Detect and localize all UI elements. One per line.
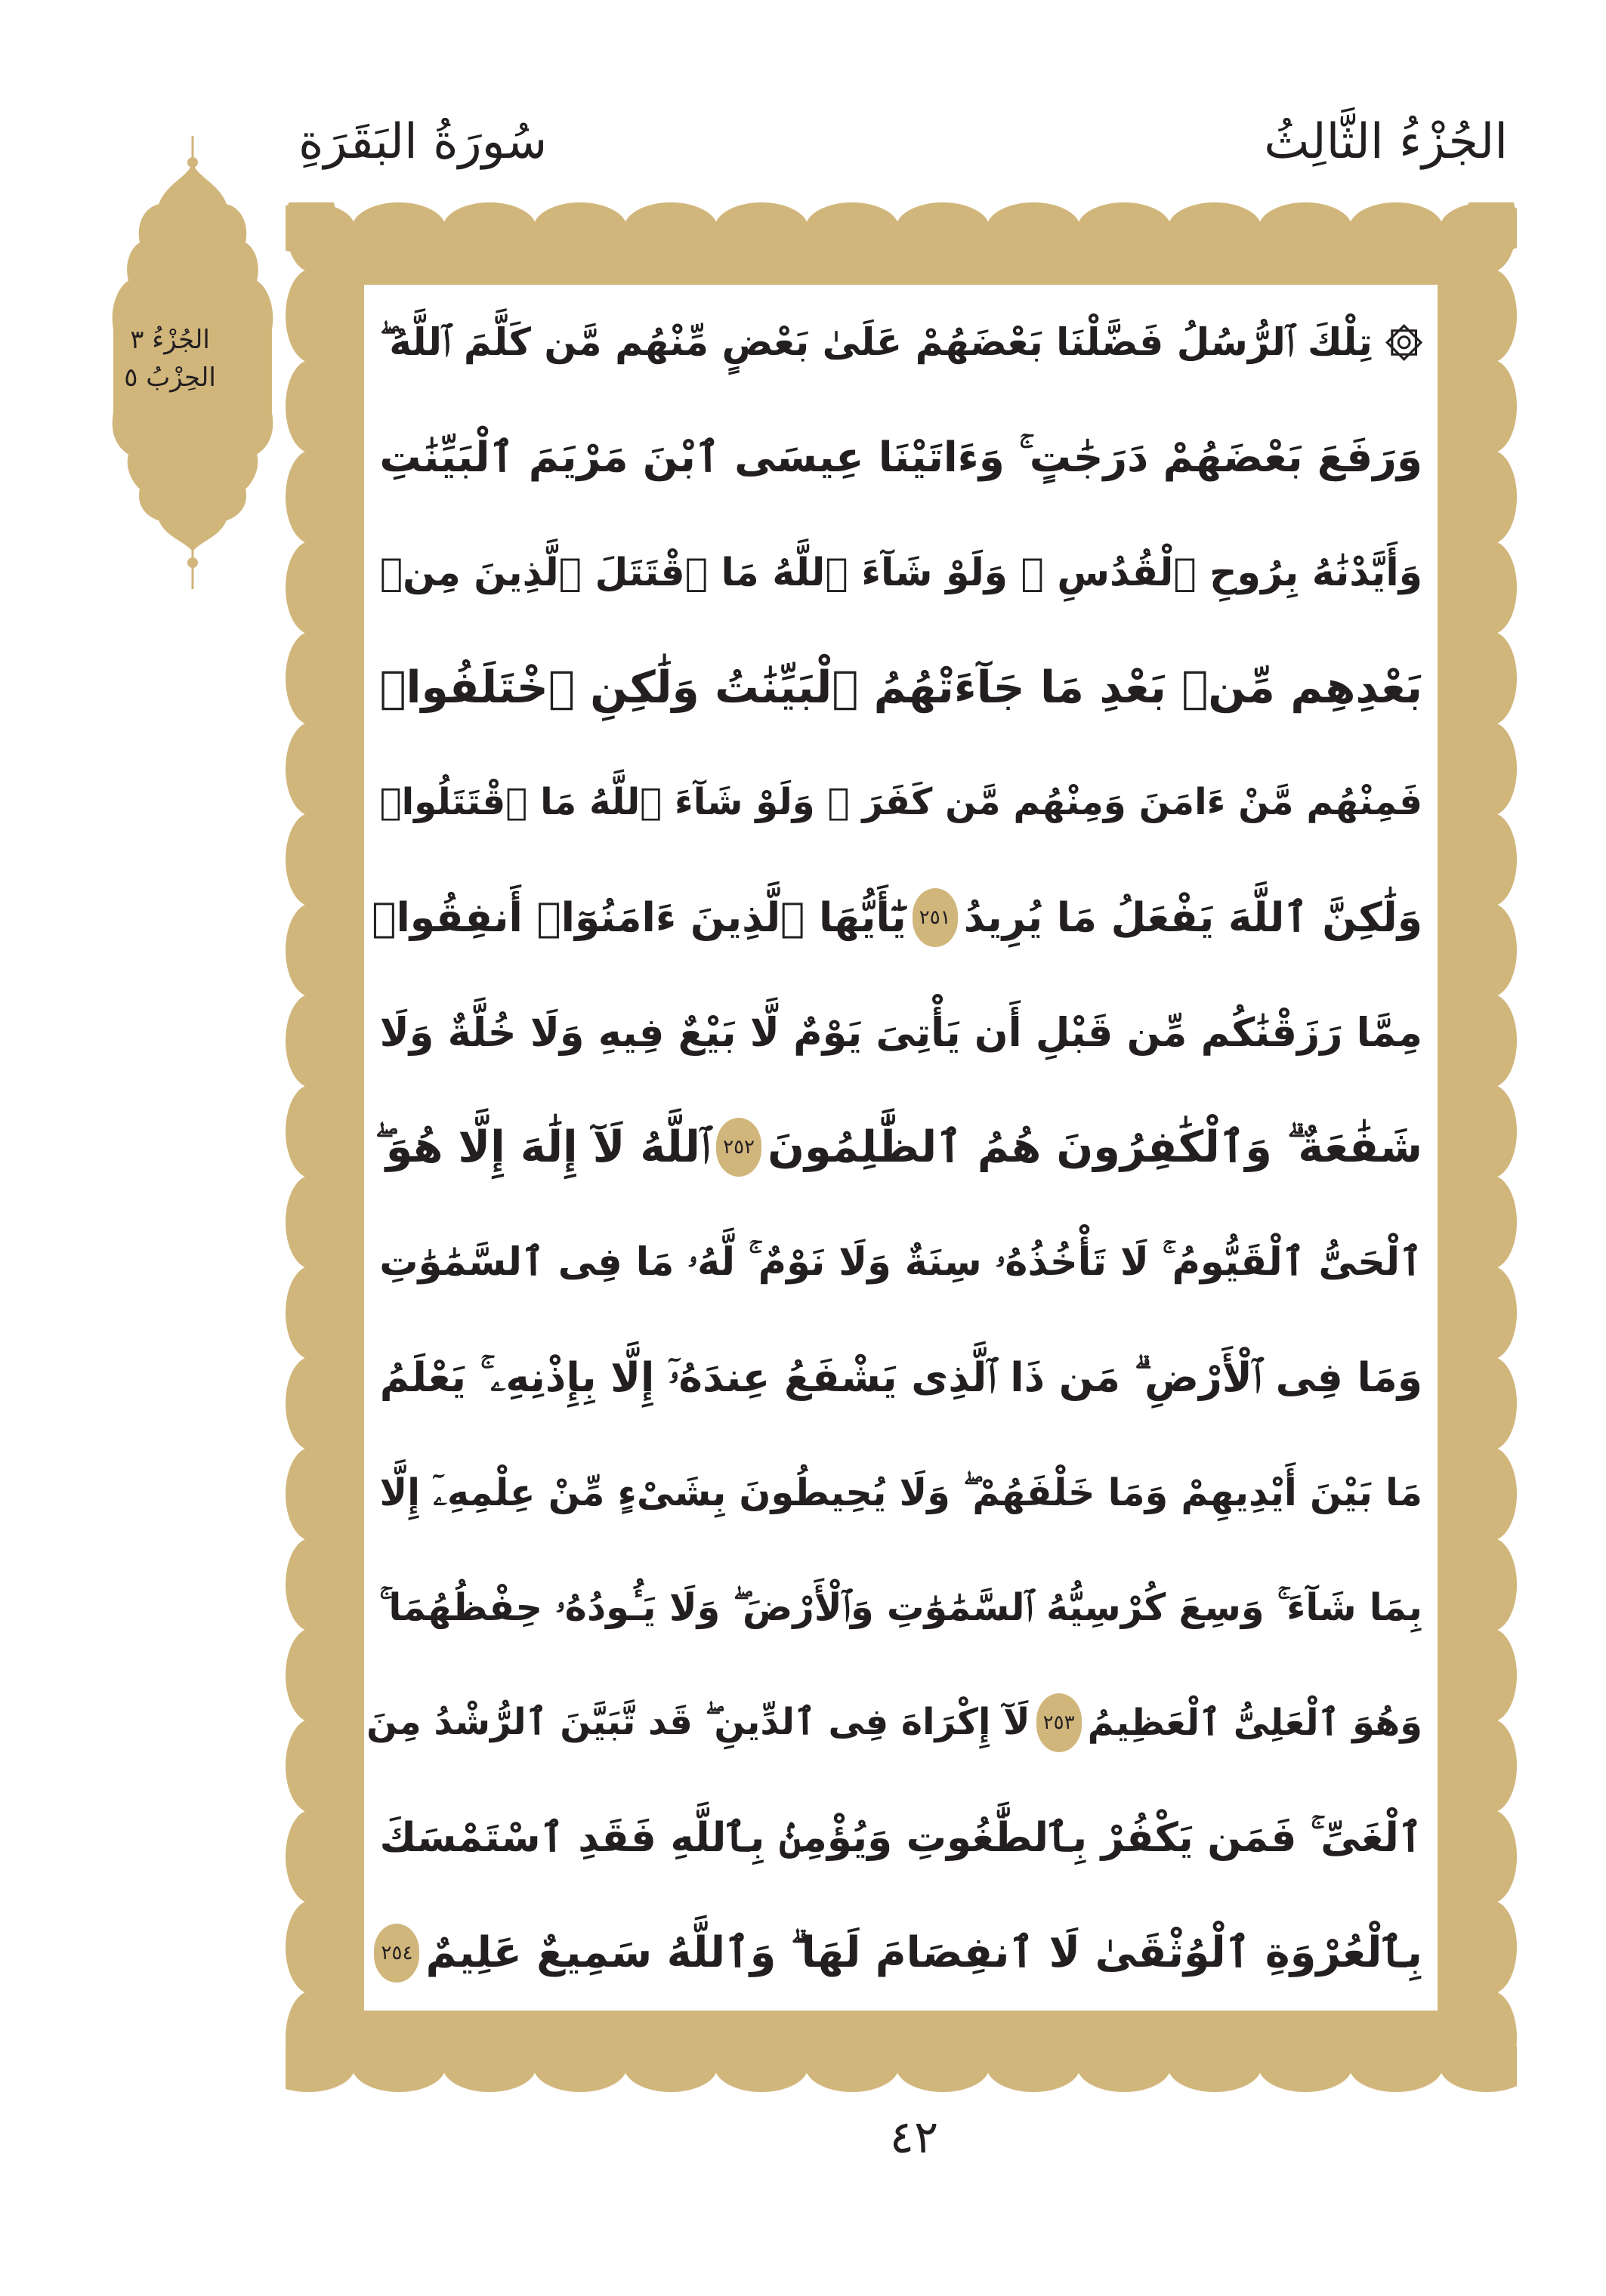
frame-scallop (896, 2041, 990, 2092)
verse-text: يَٰٓأَيُّهَا ٱلَّذِينَ ءَامَنُوٓا۟ أَنفِقُوا۟ (372, 893, 906, 942)
verse-text: ۞ تِلْكَ ٱلرُّسُلُ فَضَّلْنَا بَعْضَهُمْ عَلَىٰ بَعْضٍ مِّنْهُم مَّن كَلَّمَ ٱللَّهُ ۖ (379, 319, 1422, 364)
frame-scallop (352, 202, 446, 254)
verse-line (379, 1896, 1422, 2011)
frame-scallop (443, 202, 536, 254)
frame-scallop (1465, 1991, 1517, 2085)
frame-scallop (624, 202, 718, 254)
frame-scallop (286, 1900, 337, 1994)
ayah-number-marker: ٢٥٤ (374, 1924, 419, 1983)
verse-text: بِمَا شَآءَ ۚ وَسِعَ كُرْسِيُّهُ ٱلسَّمَٰوَٰتِ وَٱلْأَرْضَ ۖ وَلَا يَـُٔودُهُۥ حِفْظُهُمَا ۚ (379, 1585, 1422, 1630)
frame-scallop (1465, 1085, 1517, 1178)
frame-scallop (1465, 360, 1517, 453)
frame-scallop (286, 1175, 337, 1269)
verse-text: مَا بَيْنَ أَيْدِيهِمْ وَمَا خَلْفَهُمْ ۖ وَلَا يُحِيطُونَ بِشَىْءٍ مِّنْ عِلْمِهِۦٓ إِلَّا (379, 1470, 1422, 1514)
frame-scallop (624, 2041, 718, 2092)
verse-text: بِٱلْعُرْوَةِ ٱلْوُثْقَىٰ لَا ٱنفِصَامَ لَهَا ۗ وَٱللَّهُ سَمِيعٌ عَلِيمٌ (425, 1927, 1422, 1977)
frame-scallop (1465, 450, 1517, 544)
medallion-knob-top (187, 157, 198, 168)
frame-scallop (1465, 994, 1517, 1088)
verse-line (379, 515, 1422, 630)
verse-text: وَلَٰكِنَّ ٱللَّهَ يَفْعَلُ مَا يُرِيدُ (963, 893, 1422, 942)
frame-scallop (1259, 2041, 1352, 2092)
frame-scallop (1077, 2041, 1171, 2092)
verse-text: وَأَيَّدْنَٰهُ بِرُوحِ ٱلْقُدُسِ ۗ وَلَوْ شَآءَ ٱللَّهُ مَا ٱقْتَتَلَ ٱلَّذِينَ مِنۢ (379, 550, 1422, 595)
verse-text: شَفَٰعَةٌ ۗ وَٱلْكَٰفِرُونَ هُمُ ٱلظَّٰلِمُونَ (767, 1122, 1422, 1173)
frame-scallop (286, 813, 337, 906)
frame-scallop (286, 1356, 337, 1450)
frame-scallop (286, 1719, 337, 1813)
frame-scallop (1465, 1447, 1517, 1541)
frame-scallop (286, 1447, 337, 1541)
ayah-number-marker: ٢٥٢ (716, 1118, 761, 1177)
frame-scallop (805, 202, 899, 254)
verse-text: وَمَا فِى ٱلْأَرْضِ ۗ مَن ذَا ٱلَّذِى يَشْفَعُ عِندَهُۥٓ إِلَّا بِإِذْنِهِۦ ۚ يَعْلَمُ (379, 1353, 1422, 1401)
verse-text: فَمِنْهُم مَّنْ ءَامَنَ وَمِنْهُم مَّن كَفَرَ ۚ وَلَوْ شَآءَ ٱللَّهُ مَا ٱقْتَتَلُوا۟ (379, 781, 1422, 824)
frame-scallop (286, 1628, 337, 1722)
verse-line (379, 285, 1422, 400)
verse-line (379, 1320, 1422, 1435)
frame-scallop (1168, 2041, 1262, 2092)
verse-line (379, 1780, 1422, 1895)
frame-scallop (1465, 1719, 1517, 1813)
frame-scallop (1349, 202, 1443, 254)
frame-scallop (1465, 269, 1517, 363)
verse-line (366, 1665, 1422, 1780)
page-number: ٤٢ (889, 2111, 939, 2164)
frame-scallop (1465, 1266, 1517, 1359)
verse-text: لَآ إِكْرَاهَ فِى ٱلدِّينِ ۖ قَد تَّبَيَّنَ ٱلرُّشْدُ مِنَ (366, 1702, 1030, 1743)
verse-line (379, 1435, 1422, 1550)
frame-scallop (1465, 1175, 1517, 1269)
frame-scallop (286, 1538, 337, 1631)
frame-scallop (987, 2041, 1080, 2092)
surah-title: سُورَةُ البَقَرَةِ (298, 114, 548, 170)
medallion-knob-bottom (187, 557, 198, 568)
verse-text: ٱلْغَىِّ ۚ فَمَن يَكْفُرْ بِٱلطَّٰغُوتِ وَيُؤْمِنۢ بِٱللَّهِ فَقَدِ ٱسْتَمْسَكَ (379, 1813, 1422, 1861)
frame-scallop (1465, 1356, 1517, 1450)
frame-scallop (286, 903, 337, 997)
frame-scallop (715, 2041, 808, 2092)
verse-line (372, 860, 1422, 975)
frame-scallop (1259, 202, 1352, 254)
verse-text: ٱللَّهُ لَآ إِلَٰهَ إِلَّا هُوَ ۖ (375, 1122, 711, 1173)
frame-scallop (1465, 813, 1517, 906)
medallion-hizb-label: الحِزْبُ ٥ (124, 363, 216, 393)
frame-scallop (1465, 1810, 1517, 1903)
verse-text: وَهُوَ ٱلْعَلِىُّ ٱلْعَظِيمُ (1087, 1702, 1422, 1744)
frame-scallop (715, 202, 808, 254)
frame-scallop (1465, 1900, 1517, 1994)
frame-scallop (286, 1810, 337, 1903)
verse-line (379, 745, 1422, 859)
frame-scallop (286, 1266, 337, 1359)
frame-scallop (1465, 541, 1517, 634)
frame-scallop (1465, 903, 1517, 997)
frame-scallop (352, 2041, 446, 2092)
juz-title: الجُزْءُ الثَّالِثُ (1264, 114, 1508, 170)
frame-scallop (987, 202, 1080, 254)
frame-scallop (286, 631, 337, 725)
frame-scallop (1349, 2041, 1443, 2092)
frame-scallop (286, 722, 337, 816)
frame-scallop (286, 360, 337, 453)
verse-text: وَرَفَعَ بَعْضَهُمْ دَرَجَٰتٍ ۚ وَءَاتَيْنَا عِيسَى ٱبْنَ مَرْيَمَ ٱلْبَيِّنَٰتِ (379, 432, 1422, 481)
frame-scallop (286, 1085, 337, 1178)
verse-text: ٱلْحَىُّ ٱلْقَيُّومُ ۚ لَا تَأْخُذُهُۥ سِنَةٌ وَلَا نَوْمٌ ۚ لَّهُۥ مَا فِى ٱلسَّمَٰوَٰتِ (379, 1240, 1422, 1285)
frame-scallop (896, 202, 990, 254)
verse-line (379, 400, 1422, 514)
frame-scallop (286, 1991, 337, 2085)
frame-scallop (286, 269, 337, 363)
frame-scallop (1465, 1628, 1517, 1722)
verse-line (379, 630, 1422, 745)
verse-line (379, 1205, 1422, 1320)
frame-scallop (1168, 202, 1262, 254)
frame-scallop (286, 450, 337, 544)
mushaf-text-area (364, 285, 1438, 2011)
ayah-number-marker: ٢٥٣ (1036, 1693, 1082, 1752)
frame-scallop (286, 994, 337, 1088)
verse-line (379, 975, 1422, 1090)
medallion-juz-label: الجُزْءُ ٣ (130, 325, 210, 355)
verse-line (379, 1551, 1422, 1665)
frame-scallop (286, 541, 337, 634)
frame-scallop (1465, 631, 1517, 725)
frame-scallop (1077, 202, 1171, 254)
frame-scallop (1465, 722, 1517, 816)
frame-scallop (443, 2041, 536, 2092)
medallion-shape (113, 162, 273, 551)
frame-scallop (533, 202, 627, 254)
verse-line (375, 1090, 1422, 1205)
frame-scallop (533, 2041, 627, 2092)
frame-scallop (805, 2041, 899, 2092)
verse-text: مِمَّا رَزَقْنَٰكُم مِّن قَبْلِ أَن يَأْتِىَ يَوْمٌ لَّا بَيْعٌ فِيهِ وَلَا خُلَّةٌ وَلَا (379, 1009, 1422, 1056)
frame-scallop (1465, 1538, 1517, 1631)
ayah-number-marker: ٢٥١ (913, 888, 958, 947)
verse-text: بَعْدِهِم مِّنۢ بَعْدِ مَا جَآءَتْهُمُ ٱلْبَيِّنَٰتُ وَلَٰكِنِ ٱخْتَلَفُوا۟ (379, 662, 1422, 713)
